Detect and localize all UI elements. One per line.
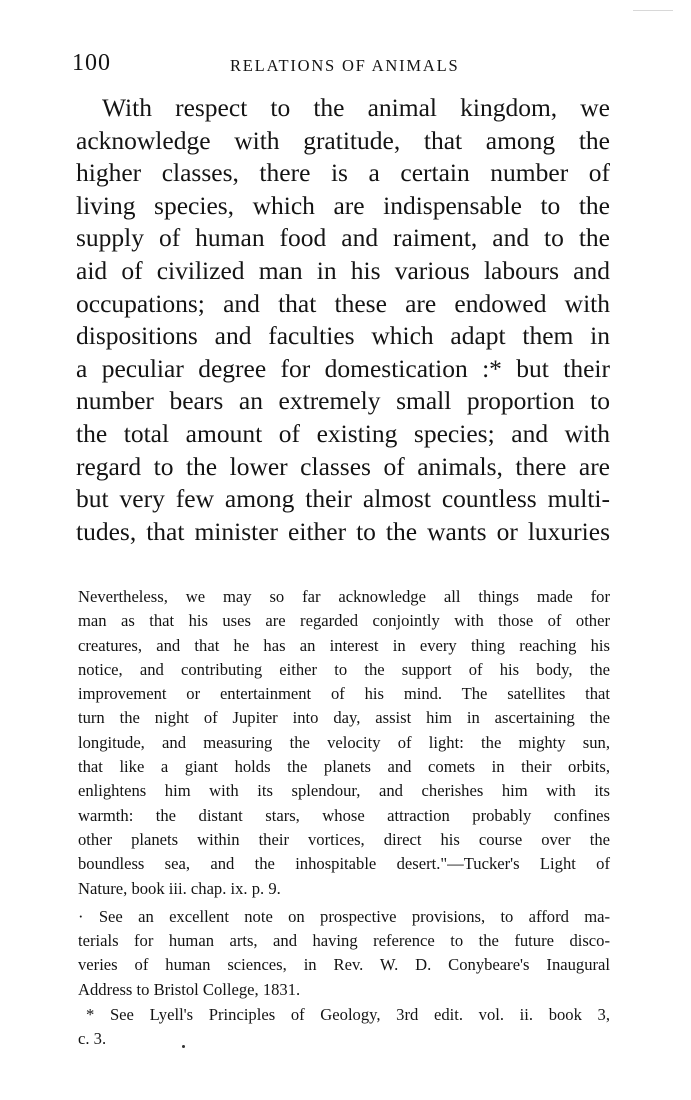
footnote-lyell (78, 1003, 610, 1052)
ink-speck (182, 1045, 185, 1048)
body-line: occupations; and that these are endowed with (76, 288, 610, 318)
footnote-line: improvement or entertainment of his mind. The satellites that (78, 684, 610, 704)
footnote-line: veries of human sciences, in Rev. W. D. Conybeare's Inaugural (78, 955, 610, 975)
body-line: but very few among their almost countless multi- (76, 484, 610, 514)
body-line: With respect to the animal kingdom, we (102, 93, 610, 122)
body-line: tudes, that minister either to the wants or luxuries (76, 516, 610, 546)
main-paragraph (76, 92, 610, 548)
body-line: regard to the lower classes of animals, there are (76, 451, 610, 481)
body-line: acknowledge with gratitude, that among the (76, 125, 610, 155)
footnote-line: man as that his uses are regarded conjointly with those of other (78, 611, 610, 631)
footnote-line: turn the night of Jupiter into day, assist him in ascertaining the (78, 708, 610, 728)
footnote-quote (78, 585, 610, 901)
footnote-line: warmth: the distant stars, whose attraction probably confines (78, 805, 610, 825)
page-number: 100 (72, 50, 111, 76)
footnote-line: terials for human arts, and having reference to the future disco- (78, 931, 610, 951)
footnote-line: longitude, and measuring the velocity of light: the mighty sun, (78, 732, 610, 752)
page-header (72, 50, 612, 84)
footnote-line: c. 3. (78, 1029, 107, 1049)
footnotes (78, 585, 610, 1053)
footnote-line: * See Lyell's Principles of Geology, 3rd edit. vol. ii. book 3, (86, 1005, 610, 1025)
running-head: RELATIONS OF ANIMALS (230, 56, 460, 75)
body-line: supply of human food and raiment, and to the (76, 223, 610, 253)
body-line: higher classes, there is a certain number of (76, 158, 610, 188)
footnote-line: other planets within their vortices, direct his course over the (78, 829, 610, 849)
footnote-line: that like a giant holds the planets and comets in their orbits, (78, 757, 610, 777)
footnote-line: Nature, book iii. chap. ix. p. 9. (78, 878, 281, 898)
body-line: number bears an extremely small proportion to (76, 386, 610, 416)
footnote-line: notice, and contributing either to the support of his body, the (78, 659, 610, 679)
body-line: a peculiar degree for domestication :* but their (76, 353, 610, 383)
footnote-line: boundless sea, and the inhospitable desert."—Tucker's Light of (78, 854, 610, 874)
footnote-conybeare (78, 905, 610, 1002)
body-line: dispositions and faculties which adapt them in (76, 321, 610, 351)
body-line: the total amount of existing species; and with (76, 418, 610, 448)
footnote-line: Nevertheless, we may so far acknowledge all things made for (78, 587, 610, 606)
footnote-line: · See an excellent note on prospective provisions, to afford ma- (78, 906, 610, 926)
body-line: aid of civilized man in his various labours and (76, 255, 610, 285)
footnote-line: creatures, and that he has an interest in every thing reaching his (78, 635, 610, 655)
body-line: living species, which are indispensable to the (76, 190, 610, 220)
footnote-line: enlightens him with its splendour, and cherishes him with its (78, 781, 610, 801)
page-edge-mark (633, 0, 673, 11)
footnote-line: Address to Bristol College, 1831. (78, 979, 301, 999)
